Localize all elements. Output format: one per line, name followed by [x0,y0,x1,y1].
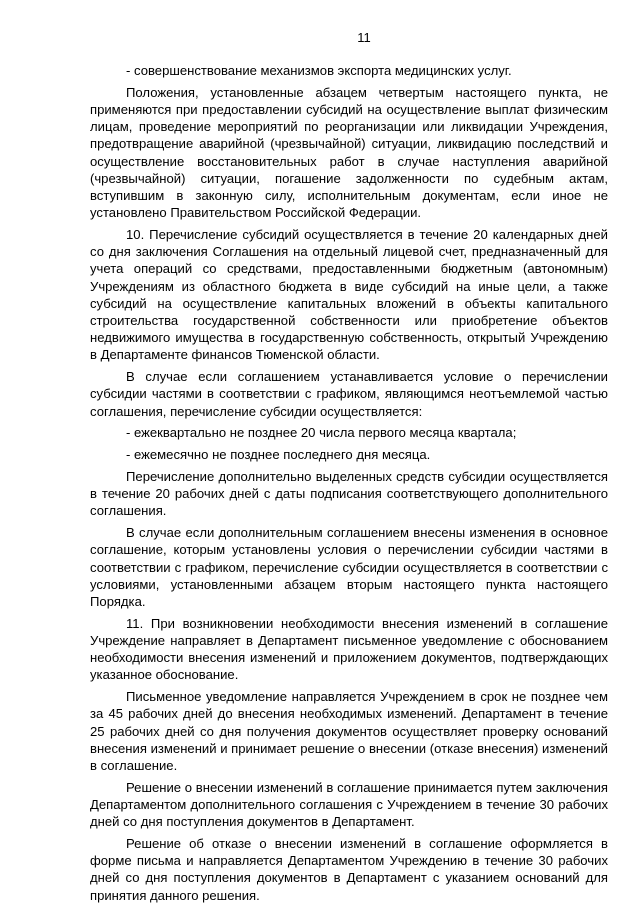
paragraph-quarterly: - ежеквартально не позднее 20 числа первого месяца квартала; [126,425,517,441]
paragraph-export-medical-services: - совершенствование механизмов экспорта медицинских услуг. [126,63,512,78]
paragraph-exceptions: Положения, установленные абзацем четвертым настоящего пункта, не применяются при предоставлении субсидий на осуществление выплат физическим лицам, проведение мероприятий по реорганизации или ликвидации Учреждения, предотвращение аварийной (чрезвычайной) ситуации, ликвидацию последствий и осуществление восстановительных работ в случае наступления аварийной (чрезвычайной) ситуации, погашение задолженности по судебным актам, вступившим в законную силу, исполнительным документам, если иное не установлено Правительством Российской Федерации. [90,84,608,221]
paragraph-item-10-transfer: 10. Перечисление субсидий осуществляется в течение 20 календарных дней со дня заключения Соглашения на отдельный лицевой счет, предназначенный для учета операций со средствами, предоставленными бюджетным (автономным) Учреждениям из областного бюджета в виде субсидий на иные цели, а также субсидий на осуществление капитальных вложений в объекты капитального строительства государственной собственности или приобретение объектов недвижимого имущества в государственную собственность, открытый Учреждению в Департаменте финансов Тюменской области. [90,227,608,363]
paragraph-additional-agreement: В случае если дополнительным соглашением внесены изменения в основное соглашение, которым установлены условия о перечислении субсидии частями в соответствии с графиком, перечисление субсидии осуществляется в соответствии с условиями, установленными абзацем вторым настоящего пункта настоящего Порядка. [90,525,608,610]
paragraph-monthly: - ежемесячно не позднее последнего дня месяца. [126,447,431,463]
paragraph-notice-deadline: Письменное уведомление направляется Учреждением в срок не позднее чем за 45 рабочих дней до внесения необходимых изменений. Департамент в течение 25 рабочих дней со дня получения документов осуществляет проверку оснований внесения изменений и принимает решение о внесении (отказе внесения) изменений в соглашение. [90,689,608,774]
paragraph-additional-funds: Перечисление дополнительно выделенных средств субсидии осуществляется в течение 20 рабочих дней с даты подписания соответствующего дополнительного соглашения. [90,469,608,519]
paragraph-item-11-changes: 11. При возникновении необходимости внесения изменений в соглашение Учреждение направляет в Департамент письменное уведомление с обоснованием необходимости внесения изменений и приложением документов, подтверждающих указанное обоснование. [90,615,608,683]
paragraph-decision-refusal: Решение об отказе о внесении изменений в соглашение оформляется в форме письма и направляется Департаментом Учреждению в течение 30 рабочих дней со дня поступления документов в Департамент с указанием оснований для принятия данного решения. [90,836,608,903]
paragraph-decision-approval: Решение о внесении изменений в соглашение принимается путем заключения Департаментом дополнительного соглашения с Учреждением в течение 30 рабочих дней со дня поступления документов в Департамент. [90,779,608,830]
paragraph-schedule-condition: В случае если соглашением устанавливается условие о перечислении субсидии частями в соответствии с графиком, являющимся неотъемлемой частью соглашения, перечисление субсидии осуществляется: [90,369,608,419]
page-number: 11 [357,30,371,45]
